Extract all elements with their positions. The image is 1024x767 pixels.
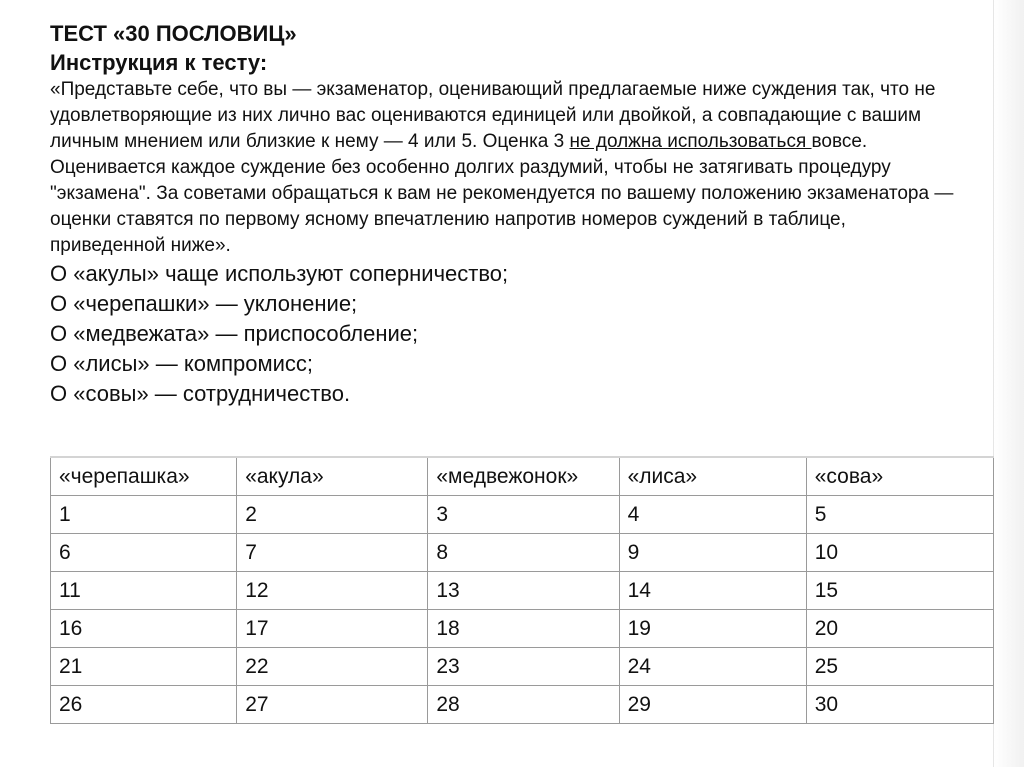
instruction-heading: Инструкция к тесту: — [50, 50, 268, 75]
table-cell: 2 — [237, 496, 428, 534]
table-cell: 4 — [619, 496, 806, 534]
table-cell: 17 — [237, 610, 428, 648]
table-cell: 16 — [51, 610, 237, 648]
table-cell: 14 — [619, 572, 806, 610]
table-header-cell: «сова» — [806, 457, 993, 496]
slide-edge-shadow — [994, 0, 1024, 767]
table-cell: 10 — [806, 534, 993, 572]
table-cell: 24 — [619, 648, 806, 686]
table-cell: 1 — [51, 496, 237, 534]
table-header-cell: «медвежонок» — [428, 457, 619, 496]
table-cell: 11 — [51, 572, 237, 610]
table-cell: 5 — [806, 496, 993, 534]
table-cell: 9 — [619, 534, 806, 572]
table-cell: 21 — [51, 648, 237, 686]
table-row — [51, 496, 994, 534]
table-cell: 18 — [428, 610, 619, 648]
table-cell: 25 — [806, 648, 993, 686]
table-cell: 29 — [619, 686, 806, 724]
table-cell: 12 — [237, 572, 428, 610]
table-cell: 22 — [237, 648, 428, 686]
table-row — [51, 572, 994, 610]
table-header-cell: «лиса» — [619, 457, 806, 496]
role-item: О «черепашки» — уклонение; — [50, 291, 358, 316]
slide-content — [50, 20, 960, 409]
instruction-paragraph-1 — [50, 77, 960, 155]
role-item: О «медвежата» — приспособление; — [50, 321, 419, 346]
table-cell: 19 — [619, 610, 806, 648]
role-item: О «акулы» чаще используют соперничество; — [50, 261, 509, 286]
instruction-text-part-2: вовсе. — [811, 131, 868, 152]
table-row — [51, 610, 994, 648]
answer-table — [50, 456, 994, 724]
instruction-paragraph-2: Оценивается каждое суждение без особенно долгих раздумий, чтобы не затягивать процедуру "экзамена". За советами обращаться к вам не рекомендуется по вашему положению экзаменатора — оценки ставятся по первому ясному впечатлению напротив номеров суждений в таблице, приведенной ниже». — [50, 157, 954, 256]
instruction-underlined-text: не должна использоваться — [569, 131, 812, 152]
table-cell: 23 — [428, 648, 619, 686]
table-header-cell: «акула» — [237, 457, 428, 496]
table-cell: 27 — [237, 686, 428, 724]
table-cell: 6 — [51, 534, 237, 572]
table-cell: 13 — [428, 572, 619, 610]
roles-list — [50, 259, 960, 409]
table-cell: 28 — [428, 686, 619, 724]
role-item: О «лисы» — компромисс; — [50, 351, 314, 376]
table-cell: 30 — [806, 686, 993, 724]
table-cell: 3 — [428, 496, 619, 534]
table-row — [51, 686, 994, 724]
table-cell: 7 — [237, 534, 428, 572]
table-row — [51, 534, 994, 572]
page-title: ТЕСТ «30 ПОСЛОВИЦ» — [50, 21, 297, 46]
table-cell: 20 — [806, 610, 993, 648]
table-cell: 26 — [51, 686, 237, 724]
table-cell: 15 — [806, 572, 993, 610]
table-header-cell: «черепашка» — [51, 457, 237, 496]
instruction-text-part-1: «Представьте себе, что вы — экзаменатор, оценивающий предлагаемые ниже суждения так, что не удовлетворяющие из них лично вас оцениваются единицей или двойкой, а совпадающие с вашим личным мнением или близкие к нему — 4 или 5. Оценка 3 — [50, 79, 936, 152]
role-item: О «совы» — сотрудничество. — [50, 381, 351, 406]
table-header-row — [51, 457, 994, 496]
table-cell: 8 — [428, 534, 619, 572]
table-row — [51, 648, 994, 686]
